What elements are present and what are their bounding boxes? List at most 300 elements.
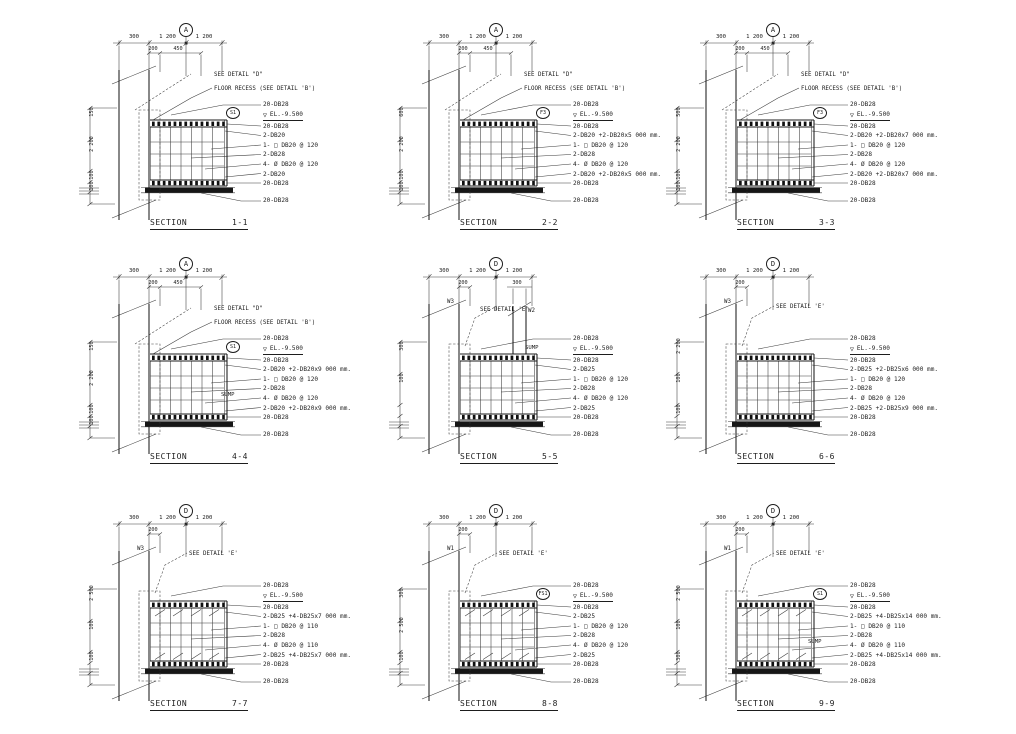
section-cell (662, 14, 962, 251)
rebar-label: 2-DB28 (573, 632, 596, 640)
rebar-label-row (850, 169, 962, 179)
rebar-label-row (263, 169, 375, 179)
rebar-label: 20-DB28 (850, 414, 876, 422)
grid-bubble-letter: D (183, 507, 189, 515)
rebar-label: 2-DB28 (573, 151, 596, 159)
rebar-label-stack (850, 100, 962, 205)
left-dimension-label: 600 (399, 107, 405, 117)
elevation-label: EL.-9.500 (856, 345, 890, 353)
section-title (737, 699, 835, 711)
section-cell (662, 495, 962, 732)
sub-dimension-label: 200 (148, 45, 158, 52)
left-dimension-label: 2 200 (399, 136, 405, 152)
dimension-label: 300 (715, 34, 727, 40)
section-title-number: 6-6 (819, 452, 835, 461)
rebar-label: 20-DB28 (573, 678, 599, 686)
rebar-label-row (263, 356, 375, 366)
rebar-label-row (263, 581, 375, 591)
rebar-label: 4- Ø DB20 @ 120 (573, 395, 629, 402)
rebar-label-row (850, 375, 962, 385)
rebar-label: 2-DB25 +4-DB25x7 000 mm. (263, 651, 352, 659)
wall-tag-label: W3 (724, 299, 731, 305)
section-title-label: SECTION (460, 699, 498, 708)
rebar-label-group (263, 122, 375, 189)
rebar-label-row (263, 131, 375, 141)
grid-bubble-letter: A (183, 26, 189, 34)
rebar-label-row (850, 650, 962, 660)
rebar-label: 20-DB28 (850, 356, 876, 364)
left-dimension-label: 150 (89, 341, 95, 351)
sub-dimension-label: 200 (458, 45, 468, 52)
left-dimension-label: 2 200 (676, 338, 682, 354)
section-title-number: 9-9 (819, 699, 835, 708)
dimension-label: 1 200 (159, 268, 176, 274)
dimension-label: 1 200 (746, 515, 763, 521)
left-dimension-label: 2 500 (676, 585, 682, 601)
section-title-label: SECTION (150, 218, 188, 227)
rebar-label: 1- □ DB20 @ 110 (263, 622, 319, 630)
rebar-label: 20-DB28 (573, 431, 599, 439)
wall-tag-label: W2 (528, 308, 535, 314)
dimension-label: 1 200 (469, 268, 486, 274)
wall-tag-label: W3 (137, 546, 144, 552)
rebar-label-row (850, 677, 962, 687)
left-dimension-label: 100 (399, 170, 405, 180)
rebar-label: 4- Ø DB20 @ 110 (850, 642, 906, 649)
rebar-label: 2-DB25 +4-DB25x14 000 mm. (850, 651, 942, 659)
rebar-label: 20-DB28 (573, 414, 599, 422)
rebar-label: 1- □ DB20 @ 110 (850, 622, 906, 630)
elevation-marker-icon: ▽ (573, 110, 577, 119)
rebar-label: 20-DB28 (573, 335, 599, 343)
elevation-mark (850, 592, 890, 602)
rebar-label-stack (850, 581, 962, 686)
section-title (150, 699, 248, 711)
rebar-label: 2-DB28 (573, 385, 596, 393)
rebar-label-row (850, 603, 962, 613)
sub-dimension-label: 200 (735, 45, 745, 52)
rebar-label: 20-DB28 (850, 431, 876, 439)
rebar-label-row (263, 403, 375, 413)
elevation-label: EL.-9.500 (856, 111, 890, 119)
rebar-label-row (263, 122, 375, 132)
left-dimension-label: 300 (399, 341, 405, 351)
rebar-label-group (850, 603, 962, 670)
section-title-label: SECTION (737, 699, 775, 708)
foundation-tag: F3 (536, 107, 550, 119)
rebar-label: 2-DB25 +4-DB25x7 000 mm. (263, 613, 352, 621)
rebar-label-row (850, 660, 962, 670)
rebar-label-row (850, 631, 962, 641)
section-title-number: 3-3 (819, 218, 835, 227)
section-title-number: 7-7 (232, 699, 248, 708)
section-cell (385, 495, 685, 732)
dimension-label: 1 200 (746, 268, 763, 274)
rebar-label-row (263, 641, 375, 651)
rebar-label: 20-DB28 (263, 678, 289, 686)
left-dimension-label: 2 500 (399, 617, 405, 633)
dimension-label: 1 200 (159, 515, 176, 521)
elevation-mark (573, 592, 613, 602)
dimension-label: 300 (128, 515, 140, 521)
rebar-label: 2-DB20 (263, 170, 286, 178)
rebar-label-row (850, 612, 962, 622)
sump-label: SUMP (808, 639, 822, 645)
section-cell (385, 248, 685, 485)
rebar-label: 20-DB28 (263, 603, 289, 611)
rebar-label-row (850, 196, 962, 206)
foundation-tag: S1 (813, 588, 827, 600)
sub-dimension-label: 200 (148, 526, 158, 533)
rebar-label: 1- □ DB20 @ 120 (850, 141, 906, 149)
rebar-label-row (263, 612, 375, 622)
dimension-label: 300 (128, 34, 140, 40)
detail-note-label: SEE DETAIL "D" (524, 72, 573, 78)
left-dimension-label: 100 (676, 373, 682, 383)
rebar-label-row (850, 179, 962, 189)
section-title-label: SECTION (460, 452, 498, 461)
detail-note-label: SEE DETAIL "D" (801, 72, 850, 78)
elevation-mark (263, 111, 303, 121)
left-dimension-label: 100 (89, 181, 95, 191)
rebar-label: 20-DB28 (263, 197, 289, 205)
dimension-label: 1 200 (782, 515, 800, 521)
rebar-label: 1- □ DB20 @ 120 (263, 375, 319, 383)
section-title (150, 452, 248, 464)
rebar-label-row (850, 334, 962, 344)
rebar-label: 2-DB25 (573, 404, 596, 412)
rebar-label: 1- □ DB20 @ 120 (263, 141, 319, 149)
detail-note-label: FLOOR RECESS (SEE DETAIL 'B') (214, 86, 316, 92)
elevation-label: EL.-9.500 (579, 592, 613, 600)
dimension-label: 300 (715, 515, 727, 521)
elevation-marker-icon: ▽ (850, 110, 854, 119)
rebar-label: 20-DB28 (850, 122, 876, 130)
dimension-label: 300 (715, 268, 727, 274)
foundation-tag: S1 (226, 107, 240, 119)
elevation-label: EL.-9.500 (579, 345, 613, 353)
rebar-label-row (263, 394, 375, 404)
left-dimension-label: 300 (676, 651, 682, 661)
rebar-label-row (263, 622, 375, 632)
section-title (737, 218, 835, 230)
section-title (460, 218, 558, 230)
elevation-marker-icon: ▽ (850, 591, 854, 600)
section-title-label: SECTION (737, 452, 775, 461)
dimension-label: 1 200 (469, 34, 486, 40)
detail-note-label: SEE DETAIL 'E' (189, 551, 238, 557)
dimension-label: 300 (128, 268, 140, 274)
rebar-label-group (850, 122, 962, 189)
rebar-label: 4- Ø DB20 @ 120 (850, 161, 906, 168)
rebar-label: 20-DB28 (850, 101, 876, 109)
left-dimension-label: 100 (676, 170, 682, 180)
section-title (737, 452, 835, 464)
left-dimension-label: 100 (89, 415, 95, 425)
dimension-label: 1 200 (195, 268, 213, 274)
rebar-label: 20-DB28 (850, 603, 876, 611)
elevation-marker-icon: ▽ (850, 344, 854, 353)
rebar-label: 20-DB28 (850, 180, 876, 188)
rebar-label: 20-DB28 (850, 197, 876, 205)
rebar-label: 2-DB28 (263, 632, 286, 640)
rebar-label: 4- Ø DB20 @ 120 (850, 395, 906, 402)
sump-label: SUMP (525, 345, 539, 351)
rebar-label: 4- Ø DB20 @ 120 (573, 161, 629, 168)
rebar-label-row (263, 631, 375, 641)
section-title-label: SECTION (150, 699, 188, 708)
elevation-mark (573, 111, 613, 121)
section-title-number: 5-5 (542, 452, 558, 461)
rebar-label: 2-DB28 (263, 151, 286, 159)
rebar-label: 4- Ø DB20 @ 120 (263, 161, 319, 168)
rebar-label: 2-DB28 (850, 151, 873, 159)
section-title (150, 218, 248, 230)
dimension-label: 1 200 (505, 268, 523, 274)
section-title-label: SECTION (150, 452, 188, 461)
elevation-mark (850, 345, 890, 355)
rebar-label: 20-DB28 (263, 356, 289, 364)
left-dimension-label: 100 (676, 181, 682, 191)
section-cell (75, 495, 375, 732)
left-dimension-label: 2 200 (89, 136, 95, 152)
sub-dimension-label: 200 (735, 526, 745, 533)
elevation-marker-icon: ▽ (573, 591, 577, 600)
rebar-label-row (263, 650, 375, 660)
elevation-label: EL.-9.500 (856, 592, 890, 600)
dimension-label: 1 200 (505, 515, 523, 521)
rebar-label-row (263, 677, 375, 687)
rebar-label: 1- □ DB20 @ 120 (573, 375, 629, 383)
sub-dimension-label: 200 (148, 279, 158, 286)
wall-tag-label: W1 (447, 546, 454, 552)
sub-dimension-label: 450 (173, 279, 183, 286)
rebar-label: 2-DB28 (850, 632, 873, 640)
detail-note-label: FLOOR RECESS (SEE DETAIL 'B') (214, 320, 316, 326)
rebar-label: 1- □ DB20 @ 120 (573, 622, 629, 630)
rebar-label-row (263, 603, 375, 613)
sump-label: SUMP (221, 392, 235, 398)
rebar-label-row (263, 141, 375, 151)
elevation-marker-icon: ▽ (573, 344, 577, 353)
section-title-label: SECTION (737, 218, 775, 227)
rebar-label-row (850, 641, 962, 651)
grid-bubble-letter: D (493, 260, 499, 268)
section-title-number: 4-4 (232, 452, 248, 461)
sub-dimension-label: 450 (173, 45, 183, 52)
grid-bubble-letter: D (770, 260, 776, 268)
detail-note-label: FLOOR RECESS (SEE DETAIL 'B') (524, 86, 626, 92)
rebar-label-row (263, 384, 375, 394)
rebar-label: 20-DB28 (263, 180, 289, 188)
dimension-label: 300 (438, 515, 450, 521)
grid-bubble-letter: A (770, 26, 776, 34)
left-dimension-label: 100 (89, 170, 95, 180)
rebar-label-stack (263, 100, 375, 205)
rebar-label: 20-DB28 (573, 197, 599, 205)
rebar-label: 2-DB20 +2-DB20x5 000 mm. (573, 132, 662, 140)
rebar-label: 20-DB28 (850, 661, 876, 669)
rebar-label-row (850, 413, 962, 423)
rebar-label-row (263, 660, 375, 670)
dimension-label: 1 200 (505, 34, 523, 40)
wall-tag-label: W3 (447, 299, 454, 305)
left-dimension-label: 150 (89, 107, 95, 117)
elevation-row (263, 110, 375, 122)
elevation-marker-icon: ▽ (263, 591, 267, 600)
elevation-label: EL.-9.500 (269, 111, 303, 119)
rebar-label-row (263, 413, 375, 423)
dimension-label: 1 200 (782, 268, 800, 274)
elevation-label: EL.-9.500 (269, 592, 303, 600)
left-dimension-label: 100 (89, 651, 95, 661)
detail-note-label: SEE DETAIL 'E' (776, 551, 825, 557)
detail-note-label: SEE DETAIL "D" (214, 72, 263, 78)
rebar-label: 2-DB25 (573, 651, 596, 659)
rebar-label-row (263, 150, 375, 160)
dimension-label: 300 (438, 34, 450, 40)
rebar-label-row (850, 122, 962, 132)
rebar-label: 20-DB28 (263, 122, 289, 130)
sub-dimension-label: 200 (458, 279, 468, 286)
section-title-number: 2-2 (542, 218, 558, 227)
left-dimension-label: 100 (89, 620, 95, 630)
rebar-label: 20-DB28 (263, 414, 289, 422)
section-cell (385, 14, 685, 251)
left-dimension-label: 2 500 (89, 585, 95, 601)
rebar-label: 2-DB25 (573, 613, 596, 621)
grid-bubble-letter: D (770, 507, 776, 515)
rebar-label-row (850, 403, 962, 413)
section-title (460, 452, 558, 464)
rebar-label: 20-DB28 (573, 180, 599, 188)
rebar-label-stack (850, 334, 962, 439)
rebar-label-group (850, 356, 962, 423)
rebar-label: 2-DB20 (263, 132, 286, 140)
rebar-label-row (850, 150, 962, 160)
section-title-number: 1-1 (232, 218, 248, 227)
detail-note-label: SEE DETAIL "D" (214, 306, 263, 312)
rebar-label: 20-DB28 (263, 335, 289, 343)
rebar-label: 4- Ø DB20 @ 120 (263, 395, 319, 402)
rebar-label: 20-DB28 (573, 582, 599, 590)
rebar-label: 20-DB28 (573, 356, 599, 364)
elevation-marker-icon: ▽ (263, 344, 267, 353)
rebar-label: 20-DB28 (263, 101, 289, 109)
foundation-tag: FS1 (536, 588, 550, 600)
sub-dimension-label: 200 (458, 526, 468, 533)
rebar-label: 2-DB28 (263, 385, 286, 393)
rebar-label: 2-DB25 +4-DB25x14 000 mm. (850, 613, 942, 621)
left-dimension-label: 500 (676, 107, 682, 117)
rebar-label: 1- □ DB20 @ 120 (573, 141, 629, 149)
elevation-label: EL.-9.500 (579, 111, 613, 119)
detail-note-label: SEE DETAIL 'E' (776, 304, 825, 310)
rebar-label: 4- Ø DB20 @ 120 (573, 642, 629, 649)
rebar-label-row (850, 430, 962, 440)
rebar-label: 20-DB28 (850, 335, 876, 343)
left-dimension-label: 300 (399, 588, 405, 598)
grid-bubble-letter: A (183, 260, 189, 268)
section-title-label: SECTION (460, 218, 498, 227)
dimension-label: 1 200 (782, 34, 800, 40)
rebar-label-row (263, 100, 375, 110)
left-dimension-label: 100 (89, 404, 95, 414)
section-cell (75, 14, 375, 251)
rebar-label-row (850, 365, 962, 375)
detail-note-label: FLOOR RECESS (SEE DETAIL 'B') (801, 86, 903, 92)
elevation-mark (850, 111, 890, 121)
dimension-label: 1 200 (746, 34, 763, 40)
sub-dimension-label: 450 (760, 45, 770, 52)
rebar-label-row (263, 160, 375, 170)
rebar-label: 4- Ø DB20 @ 110 (263, 642, 319, 649)
rebar-label-row (850, 581, 962, 591)
left-dimension-label: 100 (399, 373, 405, 383)
section-title (460, 699, 558, 711)
foundation-tag: F3 (813, 107, 827, 119)
rebar-label: 20-DB28 (850, 582, 876, 590)
sub-dimension-label: 300 (512, 279, 522, 286)
dimension-label: 1 200 (469, 515, 486, 521)
left-dimension-label: 100 (676, 620, 682, 630)
rebar-label-row (263, 375, 375, 385)
detail-note-label: SEE DETAIL 'E' (499, 551, 548, 557)
dimension-label: 1 200 (159, 34, 176, 40)
rebar-label-row (850, 622, 962, 632)
rebar-label-stack (263, 334, 375, 439)
rebar-label: 20-DB28 (573, 122, 599, 130)
elevation-marker-icon: ▽ (263, 110, 267, 119)
rebar-label: 2-DB20 +2-DB20x5 000 mm. (573, 170, 662, 178)
elevation-label: EL.-9.500 (269, 345, 303, 353)
grid-bubble-letter: D (493, 507, 499, 515)
sub-dimension-label: 450 (483, 45, 493, 52)
rebar-label-stack (263, 581, 375, 686)
rebar-label-row (263, 365, 375, 375)
rebar-label-row (850, 384, 962, 394)
rebar-label-group (263, 603, 375, 670)
elevation-row (850, 344, 962, 356)
rebar-label: 20-DB28 (263, 431, 289, 439)
rebar-label-row (850, 160, 962, 170)
rebar-label: 2-DB25 +2-DB25x6 000 mm. (850, 366, 939, 374)
rebar-label-row (850, 141, 962, 151)
elevation-row (263, 344, 375, 356)
dimension-label: 300 (438, 268, 450, 274)
sub-dimension-label: 200 (735, 279, 745, 286)
rebar-label-row (263, 196, 375, 206)
rebar-label-row (850, 394, 962, 404)
left-dimension-label: 100 (399, 651, 405, 661)
left-dimension-label: 2 200 (89, 370, 95, 386)
rebar-label-row (850, 100, 962, 110)
left-dimension-label: 100 (676, 404, 682, 414)
rebar-label: 2-DB20 +2-DB20x9 000 mm. (263, 404, 352, 412)
rebar-label: 20-DB28 (263, 661, 289, 669)
elevation-mark (263, 345, 303, 355)
dimension-label: 1 200 (195, 34, 213, 40)
section-cell (75, 248, 375, 485)
detail-note-label: SEE DETAIL 'E' (480, 307, 529, 313)
rebar-label: 2-DB25 (573, 366, 596, 374)
elevation-row (850, 591, 962, 603)
rebar-label-row (850, 356, 962, 366)
rebar-label-row (850, 131, 962, 141)
rebar-label: 20-DB28 (573, 603, 599, 611)
wall-tag-label: W1 (724, 546, 731, 552)
rebar-label-row (263, 334, 375, 344)
